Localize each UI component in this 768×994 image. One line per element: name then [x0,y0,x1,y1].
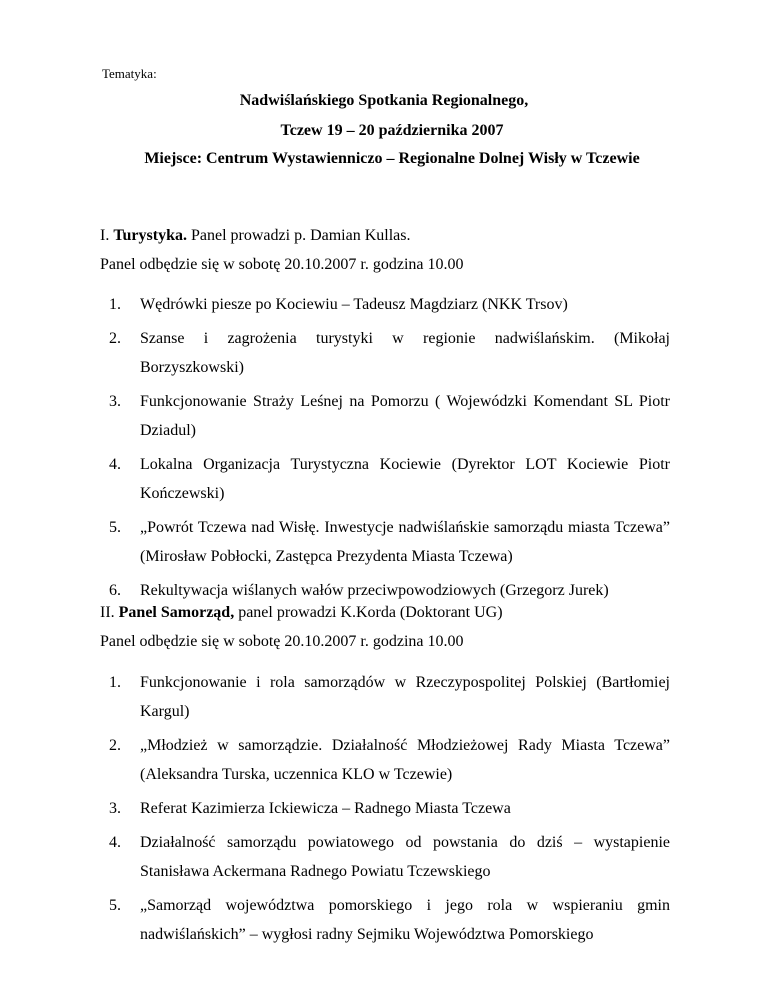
tourism-agenda-list [100,290,670,610]
section-title-self-government [100,604,503,622]
item-text: Funkcjonowanie i rola samorządów w Rzeczypospolitej Polskiej (Bartłomiej Kargul) [140,674,670,720]
item-text: Wędrówki piesze po Kociewiu – Tadeusz Magdziarz (NKK Trsov) [140,296,568,313]
item-number: 1. [109,296,121,313]
item-text: „Młodzież w samorządzie. Działalność Młodzieżowej Rady Miasta Tczewa” (Aleksandra Turska, uczennica KLO w Tczewie) [140,737,670,783]
section-title-rest: panel prowadzi K.Korda (Doktorant UG) [238,604,503,621]
list-item [100,324,670,382]
item-number: 2. [109,737,121,754]
list-item [100,794,670,823]
item-number: 3. [109,393,121,410]
item-text: Funkcjonowanie Straży Leśnej na Pomorzu ( Wojewódzki Komendant SL Piotr Dziadul) [140,393,670,439]
item-number: 5. [109,897,121,914]
section-title-bold: Turystyka. [113,227,187,244]
section-numeral: II. [100,604,115,621]
self-government-agenda-list [100,668,670,954]
event-title: Nadwiślańskiego Spotkania Regionalnego, [239,92,529,109]
section-title-bold: Panel Samorząd, [118,604,235,621]
item-number: 2. [109,330,121,347]
list-item [100,513,670,571]
list-item [100,891,670,949]
list-item [100,576,670,605]
item-text: Działalność samorządu powiatowego od powstania do dziś – wystapienie Stanisława Ackermana Radnego Powiatu Tczewskiego [140,834,670,880]
section-schedule: Panel odbędzie się w sobotę 20.10.2007 r. godzina 10.00 [100,256,464,273]
section-numeral: I. [100,227,110,244]
event-date: Tczew 19 – 20 października 2007 [280,122,504,139]
section-title-tourism [100,227,410,245]
item-text: Rekultywacja wiślanych wałów przeciwpowodziowych (Grzegorz Jurek) [140,582,609,599]
section-title-rest: Panel prowadzi p. Damian Kullas. [190,227,411,244]
list-item [100,828,670,886]
item-number: 5. [109,519,121,536]
item-text: Szanse i zagrożenia turystyki w regionie nadwiślańskim. (Mikołaj Borzyszkowski) [140,330,670,376]
list-item [100,668,670,726]
section-schedule: Panel odbędzie się w sobotę 20.10.2007 r. godzina 10.00 [100,633,464,650]
item-number: 4. [109,456,121,473]
item-text: „Powrót Tczewa nad Wisłę. Inwestycje nadwiślańskie samorządu miasta Tczewa” (Mirosław Pobłocki, Zastępca Prezydenta Miasta Tczewa) [140,519,670,565]
item-text: Referat Kazimierza Ickiewicza – Radnego Miasta Tczewa [140,800,511,817]
item-number: 1. [109,674,121,691]
topic-label: Tematyka: [102,66,157,81]
list-item [100,731,670,789]
list-item [100,387,670,445]
list-item [100,450,670,508]
item-number: 6. [109,582,121,599]
item-text: „Samorząd województwa pomorskiego i jego rola w wspieraniu gmin nadwiślańskich” – wygłosi radny Sejmiku Województwa Pomorskiego [140,897,670,943]
item-number: 4. [109,834,121,851]
event-venue: Miejsce: Centrum Wystawienniczo – Regionalne Dolnej Wisły w Tczewie [144,150,640,167]
list-item [100,290,670,319]
item-number: 3. [109,800,121,817]
item-text: Lokalna Organizacja Turystyczna Kociewie (Dyrektor LOT Kociewie Piotr Kończewski) [140,456,670,502]
